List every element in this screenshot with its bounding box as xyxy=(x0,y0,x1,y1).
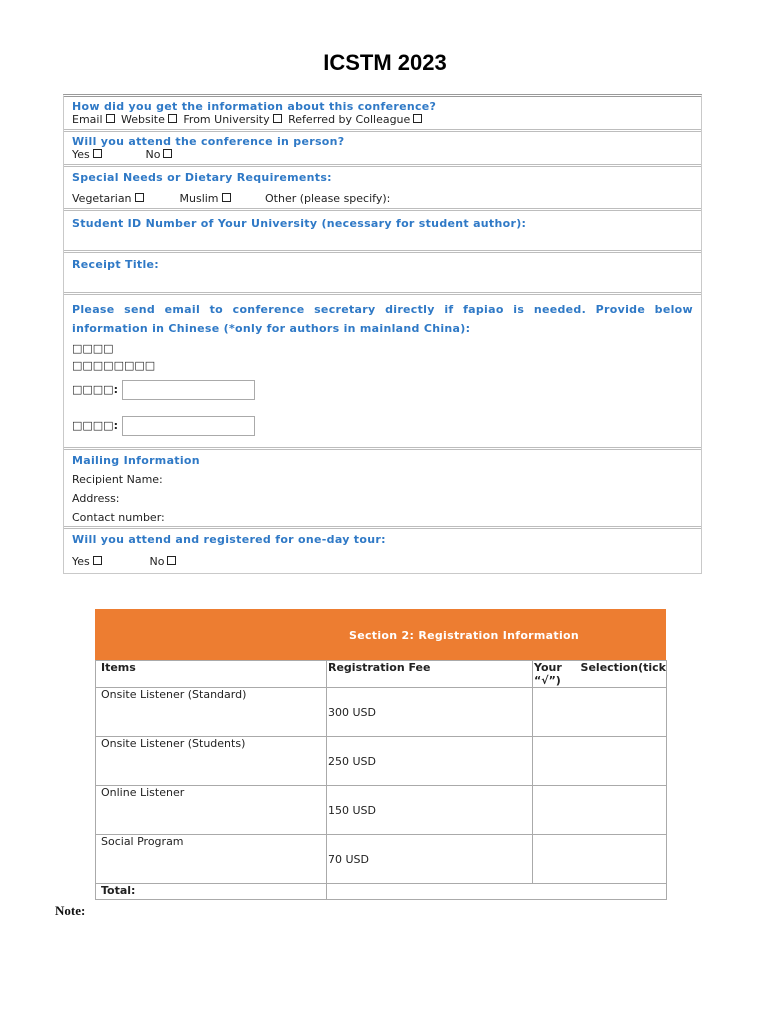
option-other-label: Other (please specify): xyxy=(265,192,391,205)
fee-cell: 70 USD xyxy=(327,835,533,884)
mailing-question: Mailing Information xyxy=(72,454,200,467)
address-label[interactable]: Address: xyxy=(72,492,120,505)
registration-form xyxy=(63,94,702,574)
item-cell: Online Listener xyxy=(96,786,327,835)
fee-cell: 250 USD xyxy=(327,737,533,786)
tour-no-label: No xyxy=(149,555,165,568)
selection-cell[interactable] xyxy=(533,835,667,884)
source-question: How did you get the information about this conference? xyxy=(72,100,437,113)
fapiao-line-4-label: □□□□: xyxy=(72,419,118,432)
option-website-label: Website xyxy=(121,113,165,126)
total-value-cell[interactable] xyxy=(327,884,667,900)
fapiao-section xyxy=(64,295,701,450)
option-yes-label: Yes xyxy=(72,148,90,161)
table-header-row xyxy=(96,661,667,688)
section-2-header xyxy=(95,609,666,660)
receipt-title-section[interactable] xyxy=(64,253,701,295)
university-checkbox[interactable] xyxy=(273,114,282,123)
website-checkbox[interactable] xyxy=(168,114,177,123)
attend-yes-checkbox[interactable] xyxy=(93,149,102,158)
selection-cell[interactable] xyxy=(533,688,667,737)
attendance-section xyxy=(64,132,701,167)
table-row xyxy=(96,737,667,786)
option-colleague-label: Referred by Colleague xyxy=(288,113,411,126)
email-checkbox[interactable] xyxy=(106,114,115,123)
option-vegetarian-label: Vegetarian xyxy=(72,192,132,205)
fapiao-line-3-label: □□□□: xyxy=(72,383,118,396)
contact-label[interactable]: Contact number: xyxy=(72,511,165,524)
header-items: Items xyxy=(96,661,327,688)
table-row xyxy=(96,786,667,835)
table-row xyxy=(96,835,667,884)
header-fee: Registration Fee xyxy=(327,661,533,688)
item-cell: Onsite Listener (Students) xyxy=(96,737,327,786)
colleague-checkbox[interactable] xyxy=(413,114,422,123)
fee-cell: 300 USD xyxy=(327,688,533,737)
tour-section xyxy=(64,529,701,573)
note-label: Note: xyxy=(55,903,86,918)
fapiao-line-1: □□□□ xyxy=(72,342,114,355)
student-id-question: Student ID Number of Your University (necessary for student author): xyxy=(72,217,527,230)
fapiao-field-2[interactable] xyxy=(122,416,255,436)
student-id-section[interactable] xyxy=(64,211,701,253)
tour-yes-checkbox[interactable] xyxy=(93,556,102,565)
option-muslim-label: Muslim xyxy=(179,192,219,205)
header-selection: Your Selection(tick “√”) xyxy=(534,661,666,687)
tour-yes-label: Yes xyxy=(72,555,90,568)
selection-cell[interactable] xyxy=(533,737,667,786)
attendance-question: Will you attend the conference in person? xyxy=(72,135,345,148)
item-cell: Onsite Listener (Standard) xyxy=(96,688,327,737)
section-2-title: Section 2: Registration Information xyxy=(349,629,580,642)
option-no-label: No xyxy=(145,148,161,161)
option-email-label: Email xyxy=(72,113,103,126)
muslim-checkbox[interactable] xyxy=(222,193,231,202)
page-title: ICSTM 2023 xyxy=(323,50,447,75)
tour-question: Will you attend and registered for one-day tour: xyxy=(72,533,386,546)
fapiao-line-2: □□□□□□□□ xyxy=(72,359,156,372)
total-row xyxy=(96,884,667,900)
mailing-section xyxy=(64,450,701,529)
dietary-question: Special Needs or Dietary Requirements: xyxy=(72,171,332,184)
source-section xyxy=(64,97,701,132)
attend-no-checkbox[interactable] xyxy=(163,149,172,158)
vegetarian-checkbox[interactable] xyxy=(135,193,144,202)
registration-table xyxy=(95,660,667,900)
fapiao-field-1[interactable] xyxy=(122,380,255,400)
recipient-label[interactable]: Recipient Name: xyxy=(72,473,163,486)
option-university-label: From University xyxy=(183,113,270,126)
dietary-section xyxy=(64,167,701,211)
total-label: Total: xyxy=(96,884,327,900)
receipt-title-question: Receipt Title: xyxy=(72,258,160,271)
table-row xyxy=(96,688,667,737)
selection-cell[interactable] xyxy=(533,786,667,835)
fapiao-question: Please send email to conference secretary directly if fapiao is needed. Provide below information in Chinese (*only for authors in mainland China): xyxy=(72,303,693,335)
item-cell: Social Program xyxy=(96,835,327,884)
tour-no-checkbox[interactable] xyxy=(167,556,176,565)
fee-cell: 150 USD xyxy=(327,786,533,835)
